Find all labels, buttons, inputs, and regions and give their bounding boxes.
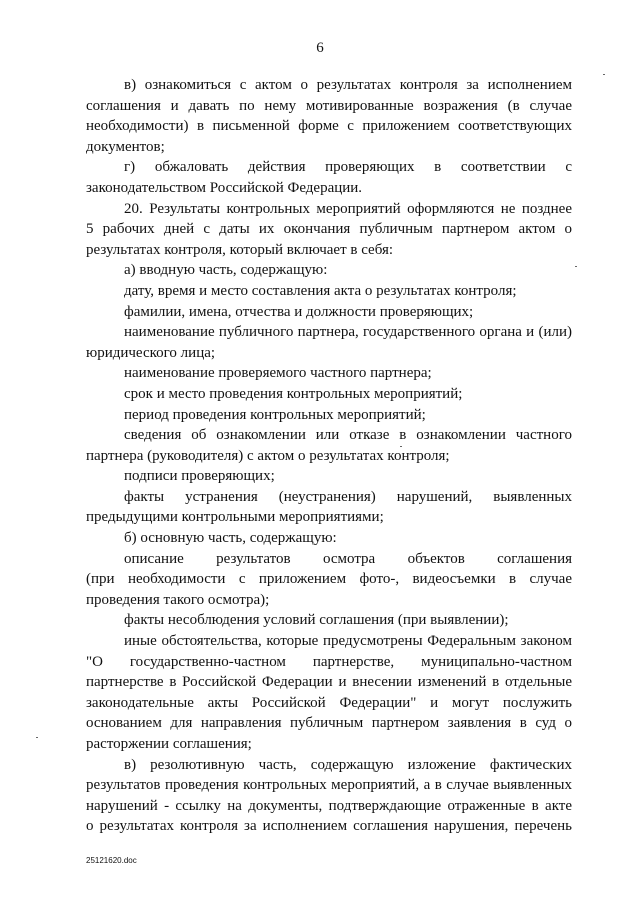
text-line: "О государственно-частном партнерстве, муниципально-частном bbox=[86, 653, 572, 670]
text-line: основанием для направления публичным партнером заявления в суд о bbox=[86, 715, 572, 732]
text-line: юридического лица; bbox=[86, 344, 216, 361]
text-line: необходимости) в письменной форме с приложением соответствующих bbox=[86, 118, 572, 135]
text-line: законодательством Российской Федерации. bbox=[86, 179, 363, 196]
text-line: иные обстоятельства, которые предусмотрены Федеральным законом bbox=[124, 633, 572, 650]
text-line: факты устранения (неустранения) нарушений, выявленных bbox=[124, 488, 572, 505]
text-line: результатов проведения контрольных мероприятий, а в случае выявленных bbox=[86, 777, 572, 794]
text-line: в) резолютивную часть, содержащую изложение фактических bbox=[124, 756, 572, 773]
text-line: 20. Результаты контрольных мероприятий оформляются не позднее bbox=[124, 200, 572, 217]
text-line: 5 рабочих дней с даты их окончания публичным партнером актом о bbox=[86, 221, 572, 238]
text-line: срок и место проведения контрольных мероприятий; bbox=[124, 385, 463, 402]
text-line: сведения об ознакомлении или отказе в ознакомлении частного bbox=[124, 427, 572, 444]
text-line: предыдущими контрольными мероприятиями; bbox=[86, 509, 384, 526]
text-line: г) обжаловать действия проверяющих в соответствии с bbox=[124, 159, 572, 176]
text-line: (при необходимости с приложением фото-, видеосъемки в случае bbox=[86, 571, 572, 588]
text-line: законодательные акты Российской Федерации" и могут послужить bbox=[86, 694, 572, 711]
file-name-footer: 25121620.doc bbox=[86, 856, 137, 865]
text-line: наименование публичного партнера, государственного органа и (или) bbox=[124, 324, 572, 341]
text-line: партнерстве в Российской Федерации и внесении изменений в отдельные bbox=[86, 674, 572, 691]
text-line: наименование проверяемого частного партнера; bbox=[124, 365, 432, 382]
text-line: факты несоблюдения условий соглашения (при выявлении); bbox=[124, 612, 509, 629]
page-number: 6 bbox=[316, 40, 324, 56]
text-line: проведения такого осмотра); bbox=[86, 591, 270, 608]
text-line: о результатах контроля за исполнением соглашения нарушения, перечень bbox=[86, 818, 572, 835]
text-line: период проведения контрольных мероприятий; bbox=[124, 406, 426, 423]
text-line: результатах контроля, который включает в себя: bbox=[86, 241, 394, 258]
text-line: а) вводную часть, содержащую: bbox=[124, 262, 328, 279]
document-body bbox=[86, 75, 572, 837]
text-line: соглашения и давать по нему мотивированные возражения (в случае bbox=[86, 97, 572, 114]
text-line: подписи проверяющих; bbox=[124, 468, 275, 485]
scan-speck bbox=[603, 74, 605, 75]
text-line: в) ознакомиться с актом о результатах контроля за исполнением bbox=[124, 77, 572, 93]
scan-speck bbox=[400, 446, 402, 447]
text-line: дату, время и место составления акта о результатах контроля; bbox=[124, 282, 517, 299]
text-line: расторжении соглашения; bbox=[86, 736, 252, 752]
text-line: нарушений - ссылку на документы, подтверждающие отраженные в акте bbox=[86, 797, 572, 814]
text-line: фамилии, имена, отчества и должности проверяющих; bbox=[124, 303, 474, 320]
text-line: документов; bbox=[86, 138, 165, 155]
text-line: описание результатов осмотра объектов соглашения bbox=[124, 550, 572, 567]
text-line: б) основную часть, содержащую: bbox=[124, 530, 337, 547]
text-line: партнера (руководителя) с актом о результатах контроля; bbox=[86, 447, 450, 464]
scan-speck bbox=[575, 266, 577, 267]
scan-speck bbox=[36, 737, 38, 738]
